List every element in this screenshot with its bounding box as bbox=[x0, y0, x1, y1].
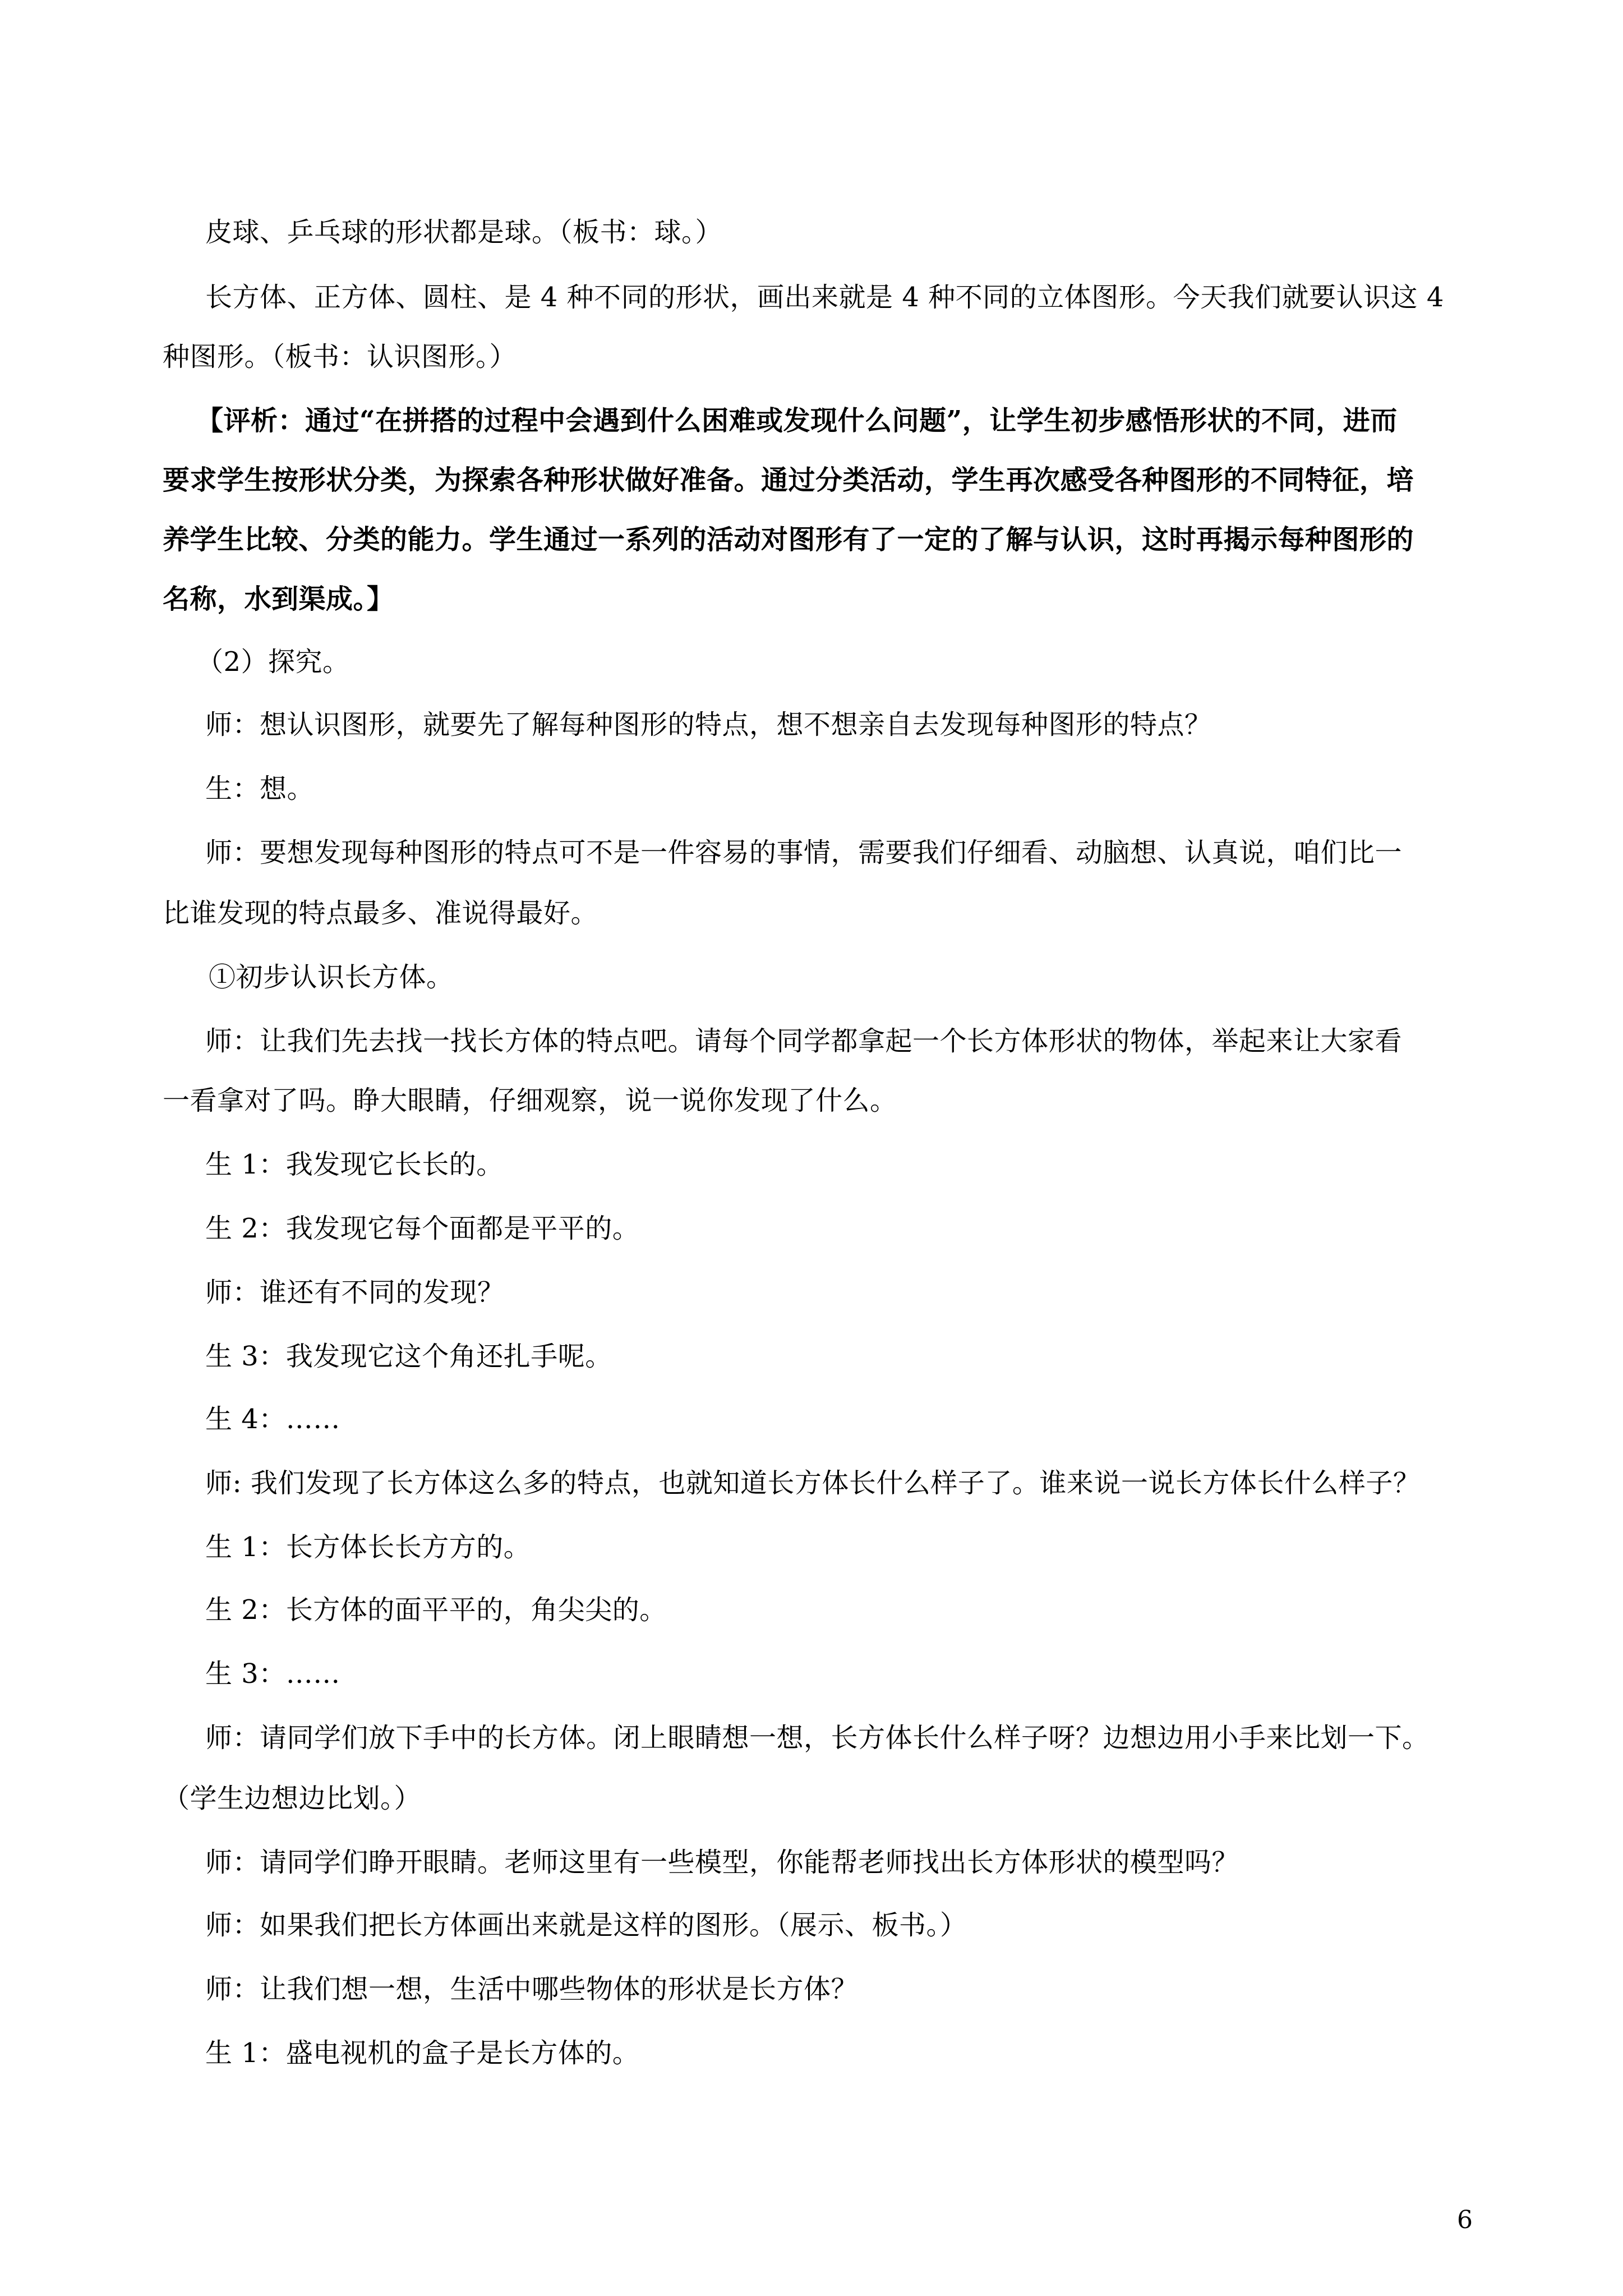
commentary-line: 名称，水到渠成。】 bbox=[163, 583, 394, 615]
text-line: 生：想。 bbox=[205, 773, 315, 804]
text-line: 比谁发现的特点最多、准说得最好。 bbox=[163, 898, 598, 929]
text-line: （学生边想边比划。） bbox=[163, 1783, 422, 1814]
commentary-line: 养学生比较、分类的能力。学生通过一系列的活动对图形有了一定的了解与认识，这时再揭示每种图形的 bbox=[163, 524, 1414, 555]
text-line: 生 2：长方体的面平平的，角尖尖的。 bbox=[205, 1594, 667, 1626]
text-line: 皮球、乒乓球的形状都是球。（板书：球。） bbox=[205, 217, 723, 248]
text-line: 师：如果我们把长方体画出来就是这样的图形。（展示、板书。） bbox=[205, 1910, 967, 1941]
text-line: 师: 我们发现了长方体这么多的特点，也就知道长方体长什么样子了。谁来说一说长方体长什么样子？ bbox=[205, 1467, 1421, 1499]
commentary-line: 要求学生按形状分类，为探索各种形状做好准备。通过分类活动，学生再次感受各种图形的不同特征，培 bbox=[163, 464, 1414, 496]
text-line: 生 1：长方体长长方方的。 bbox=[205, 1531, 531, 1563]
text-line: 师：想认识图形，就要先了解每种图形的特点，想不想亲自去发现每种图形的特点？ bbox=[205, 709, 1212, 740]
text-line: 师：请同学们睁开眼睛。老师这里有一些模型，你能帮老师找出长方体形状的模型吗？ bbox=[205, 1847, 1239, 1878]
text-line: 生 1：我发现它长长的。 bbox=[205, 1149, 504, 1180]
text-line: 师：请同学们放下手中的长方体。闭上眼睛想一想，长方体长什么样子呀？边想边用小手来比划一下。 bbox=[205, 1722, 1430, 1754]
text-line: 师：让我们想一想，生活中哪些物体的形状是长方体？ bbox=[205, 1973, 859, 2005]
text-line: 一看拿对了吗。睁大眼睛，仔细观察，说一说你发现了什么。 bbox=[163, 1085, 897, 1116]
text-line: 师：要想发现每种图形的特点可不是一件容易的事情，需要我们仔细看、动脑想、认真说，咱们比一 bbox=[205, 837, 1403, 868]
text-line: 生 2：我发现它每个面都是平平的。 bbox=[205, 1213, 640, 1244]
text-line: 生 3：…… bbox=[205, 1658, 340, 1690]
text-line: 长方体、正方体、圆柱、是 4 种不同的形状，画出来就是 4 种不同的立体图形。今天我们就要认识这 4 bbox=[205, 282, 1444, 313]
page-number: 6 bbox=[1457, 2206, 1473, 2234]
text-line: 生 4：…… bbox=[205, 1404, 340, 1435]
commentary-line: 【评析：通过“在拼搭的过程中会遇到什么困难或发现什么问题”，让学生初步感悟形状的不同，进而 bbox=[196, 405, 1398, 436]
text-line: 师：谁还有不同的发现？ bbox=[205, 1277, 505, 1308]
subsection-heading: ①初步认识长方体。 bbox=[209, 961, 454, 993]
text-line: 生 1：盛电视机的盒子是长方体的。 bbox=[205, 2037, 640, 2069]
text-line: 生 3：我发现它这个角还扎手呢。 bbox=[205, 1341, 612, 1372]
text-line: 种图形。（板书：认识图形。） bbox=[163, 341, 517, 372]
text-line: 师：让我们先去找一找长方体的特点吧。请每个同学都拿起一个长方体形状的物体，举起来让大家看 bbox=[205, 1025, 1403, 1057]
section-heading: （2）探究。 bbox=[196, 646, 350, 678]
